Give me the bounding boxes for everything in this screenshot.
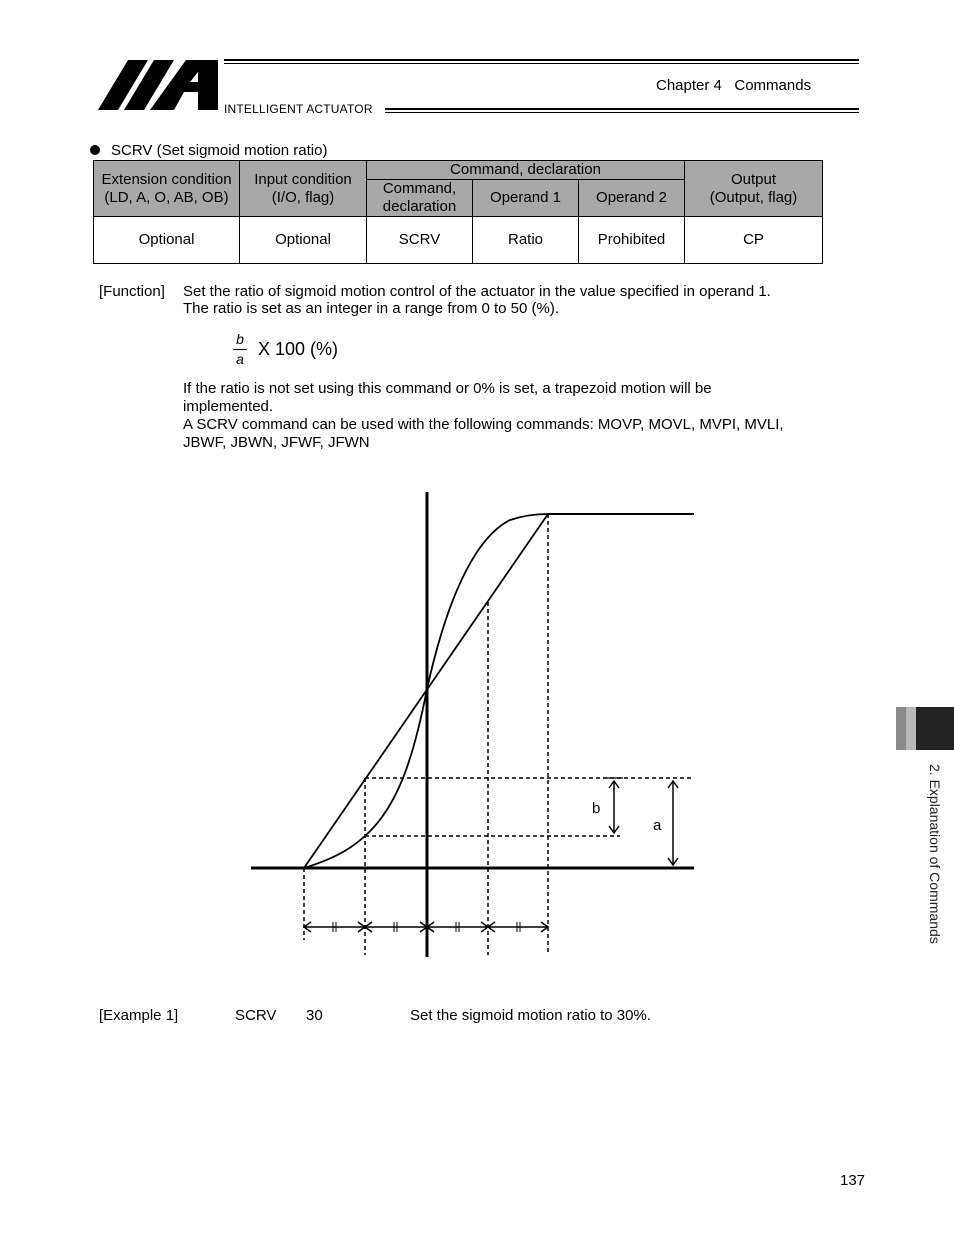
cell-extension: Optional	[94, 217, 240, 264]
fraction-bar	[233, 349, 247, 350]
side-tab-stripe-2	[906, 707, 916, 750]
header-output: Output (Output, flag)	[685, 161, 823, 217]
brand-name: INTELLIGENT ACTUATOR	[224, 102, 373, 116]
ratio-formula: X 100 (%)	[258, 339, 339, 359]
function-line-6: JBWF, JBWN, JFWF, JFWN	[183, 434, 370, 451]
header-extension-condition: Extension condition (LD, A, O, AB, OB)	[94, 161, 240, 217]
command-spec-table	[93, 160, 823, 264]
function-line-5: A SCRV command can be used with the following commands: MOVP, MOVL, MVPI, MVLI,	[183, 416, 784, 433]
header-rule-bottom-thin	[385, 112, 859, 113]
header-rule-top-thin	[224, 63, 859, 64]
header-input-condition: Input condition (I/O, flag)	[240, 161, 367, 217]
header-rule-top	[224, 59, 859, 61]
bullet-icon	[90, 145, 100, 155]
header-operand2: Operand 2	[579, 180, 685, 217]
ratio-fraction	[233, 331, 247, 368]
cell-input: Optional	[240, 217, 367, 264]
function-line-1: Set the ratio of sigmoid motion control of the actuator in the value specified in operand 1.	[183, 283, 771, 300]
cell-operand1: Ratio	[473, 217, 579, 264]
cell-output: CP	[685, 217, 823, 264]
cell-command: SCRV	[367, 217, 473, 264]
header-rule-bottom	[385, 108, 859, 110]
side-tab-stripe-1	[896, 707, 906, 750]
example-label: [Example 1]	[99, 1007, 179, 1024]
iai-logo-icon	[98, 58, 220, 110]
header-command: Command, declaration	[367, 180, 473, 217]
section-title: SCRV (Set sigmoid motion ratio)	[111, 142, 328, 159]
fraction-numerator: b	[236, 331, 244, 347]
header-operand1: Operand 1	[473, 180, 579, 217]
fraction-denominator: a	[236, 351, 244, 367]
chapter-title: Chapter 4 Commands	[656, 77, 812, 94]
example-value: 30	[306, 1007, 323, 1024]
side-tab-block	[916, 707, 954, 750]
page-number: 137	[840, 1172, 866, 1189]
example-command: SCRV	[235, 1007, 277, 1024]
cell-operand2: Prohibited	[579, 217, 685, 264]
sigmoid-diagram	[240, 485, 710, 965]
label-b: b	[592, 800, 601, 817]
side-tab-label: 2. Explanation of Commands	[927, 764, 943, 944]
function-line-4: implemented.	[183, 398, 274, 415]
function-line-3: If the ratio is not set using this command or 0% is set, a trapezoid motion will be	[183, 380, 712, 397]
label-a: a	[653, 817, 662, 834]
header-command-declaration-group: Command, declaration	[367, 161, 685, 180]
function-line-2: The ratio is set as an integer in a range from 0 to 50 (%).	[183, 300, 560, 317]
example-description: Set the sigmoid motion ratio to 30%.	[410, 1007, 651, 1024]
function-label: [Function]	[99, 283, 165, 300]
